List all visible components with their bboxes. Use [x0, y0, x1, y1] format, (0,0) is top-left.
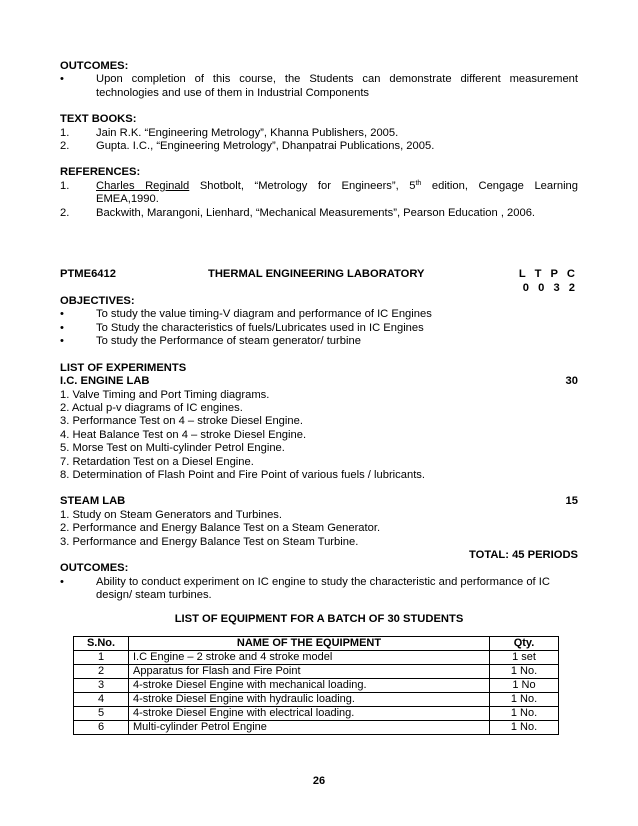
- ltpc-values-row: [60, 281, 578, 295]
- experiment-item: 2. Performance and Energy Balance Test on a Steam Generator.: [60, 522, 381, 535]
- reference-text: [96, 180, 578, 193]
- objective-item: [60, 322, 578, 335]
- table-header-row: [74, 637, 559, 651]
- bullet-icon: •: [60, 308, 64, 321]
- references-heading: REFERENCES:: [60, 166, 141, 179]
- reference-publisher: edition, Cengage Learning: [431, 179, 578, 192]
- outcome-text-line2: design/ steam turbines.: [96, 589, 212, 602]
- bullet-icon: •: [60, 575, 64, 588]
- outcome-text-line1: Upon completion of this course, the Students can demonstrate different measurement: [96, 73, 578, 86]
- objective-item: [60, 308, 578, 321]
- experiment-item: 8. Determination of Flash Point and Fire Point of various fuels / lubricants.: [60, 468, 426, 481]
- textbook-text: Gupta. I.C., “Engineering Metrology”, Dhanpatrai Publications, 2005.: [96, 140, 435, 153]
- cell-qty: 1 No: [490, 679, 559, 693]
- cell-name: 4-stroke Diesel Engine with mechanical loading.: [129, 679, 490, 693]
- outcome-text-line1: Ability to conduct experiment on IC engine to study the characteristic and performance of IC: [96, 575, 550, 588]
- outcomes-heading: OUTCOMES:: [60, 60, 129, 72]
- cell-name: 4-stroke Diesel Engine with hydraulic loading.: [129, 693, 490, 707]
- steam-lab-heading: STEAM LAB: [60, 495, 126, 508]
- experiment-item: 7. Retardation Test on a Diesel Engine.: [60, 455, 254, 468]
- outcome-item-cont: [60, 589, 578, 602]
- objective-text: To Study the characteristics of fuels/Lubricates used in IC Engines: [96, 321, 424, 334]
- experiment-item: 3. Performance and Energy Balance Test on Steam Turbine.: [60, 535, 359, 548]
- outcomes-heading: OUTCOMES:: [60, 562, 129, 575]
- cell-qty: 1 No.: [490, 721, 559, 735]
- reference-item-cont: [60, 193, 578, 206]
- col-header-sno: S.No.: [74, 637, 129, 651]
- total-periods-row: [60, 549, 578, 562]
- reference-item: [60, 207, 578, 220]
- cell-sno: 1: [74, 651, 129, 665]
- reference-text-line2: EMEA,1990.: [96, 193, 159, 206]
- textbook-text: Jain R.K. “Engineering Metrology”, Khanna Publishers, 2005.: [96, 126, 399, 139]
- textbooks-heading: TEXT BOOKS:: [60, 113, 137, 126]
- outcome-item: [60, 73, 578, 86]
- cell-sno: 5: [74, 707, 129, 721]
- list-number: 1.: [60, 126, 70, 139]
- objectives-heading: OBJECTIVES:: [60, 295, 135, 308]
- ic-lab-heading-row: [60, 375, 578, 388]
- equipment-heading: LIST OF EQUIPMENT FOR A BATCH OF 30 STUDENTS: [174, 612, 464, 625]
- cell-name: 4-stroke Diesel Engine with electrical loading.: [129, 707, 490, 721]
- textbook-item: [60, 127, 578, 140]
- page-number: 26: [312, 775, 326, 787]
- bullet-icon: •: [60, 335, 64, 348]
- cell-name: Apparatus for Flash and Fire Point: [129, 665, 490, 679]
- outcome-item-cont: [60, 87, 578, 100]
- objective-item: [60, 335, 578, 348]
- experiment-item: 5. Morse Test on Multi-cylinder Petrol Engine.: [60, 442, 285, 455]
- col-header-qty: Qty.: [490, 637, 559, 651]
- cell-name: I.C Engine – 2 stroke and 4 stroke model: [129, 651, 490, 665]
- reference-author: Charles Reginald: [96, 179, 190, 192]
- steam-lab-periods: 15: [565, 495, 578, 508]
- cell-sno: 4: [74, 693, 129, 707]
- cell-sno: 2: [74, 665, 129, 679]
- total-periods: TOTAL: 45 PERIODS: [469, 548, 578, 561]
- cell-sno: 3: [74, 679, 129, 693]
- experiment-item: 1. Valve Timing and Port Timing diagrams.: [60, 388, 270, 401]
- cell-qty: 1 No.: [490, 693, 559, 707]
- table-row: [74, 693, 559, 707]
- ic-lab-periods: 30: [565, 375, 578, 388]
- bullet-icon: •: [60, 73, 64, 86]
- experiment-item: 4. Heat Balance Test on 4 – stroke Diesel Engine.: [60, 428, 307, 441]
- table-row: [74, 651, 559, 665]
- table-row: [74, 721, 559, 735]
- ic-lab-heading: I.C. ENGINE LAB: [60, 375, 150, 388]
- course-header: [60, 267, 578, 281]
- cell-qty: 1 No.: [490, 665, 559, 679]
- experiment-item: 2. Actual p-v diagrams of IC engines.: [60, 401, 243, 414]
- outcome-text-line2: technologies and use of them in Industrial Components: [96, 86, 370, 99]
- list-number: 1.: [60, 179, 70, 192]
- ltpc-values: 0 0 3 2: [522, 282, 578, 295]
- textbook-item: [60, 140, 578, 153]
- cell-qty: 1 set: [490, 651, 559, 665]
- reference-item: [60, 180, 578, 193]
- course-title: THERMAL ENGINEERING LABORATORY: [208, 268, 425, 281]
- reference-title: Shotbolt, “Metrology for Engineers”, 5: [199, 179, 416, 192]
- document-page: [60, 60, 578, 735]
- bullet-icon: •: [60, 321, 64, 334]
- table-row: [74, 665, 559, 679]
- cell-sno: 6: [74, 721, 129, 735]
- list-number: 2.: [60, 206, 70, 219]
- ltpc-labels: L T P C: [518, 268, 578, 281]
- objective-text: To study the value timing-V diagram and performance of IC Engines: [96, 308, 432, 321]
- course-code: PTME6412: [60, 268, 116, 281]
- col-header-name: NAME OF THE EQUIPMENT: [129, 637, 490, 651]
- table-row: [74, 679, 559, 693]
- superscript: th: [415, 179, 422, 187]
- table-row: [74, 707, 559, 721]
- equipment-table: [73, 636, 559, 735]
- experiment-item: 1. Study on Steam Generators and Turbines.: [60, 508, 283, 521]
- cell-name: Multi-cylinder Petrol Engine: [129, 721, 490, 735]
- cell-qty: 1 No.: [490, 707, 559, 721]
- steam-lab-heading-row: [60, 495, 578, 508]
- list-number: 2.: [60, 140, 70, 153]
- reference-text: Backwith, Marangoni, Lienhard, “Mechanical Measurements”, Pearson Education , 2006.: [96, 206, 536, 219]
- experiments-heading: LIST OF EXPERIMENTS: [60, 361, 187, 374]
- objective-text: To study the Performance of steam generator/ turbine: [96, 335, 361, 348]
- outcome-item: [60, 576, 578, 589]
- experiment-item: 3. Performance Test on 4 – stroke Diesel Engine.: [60, 415, 303, 428]
